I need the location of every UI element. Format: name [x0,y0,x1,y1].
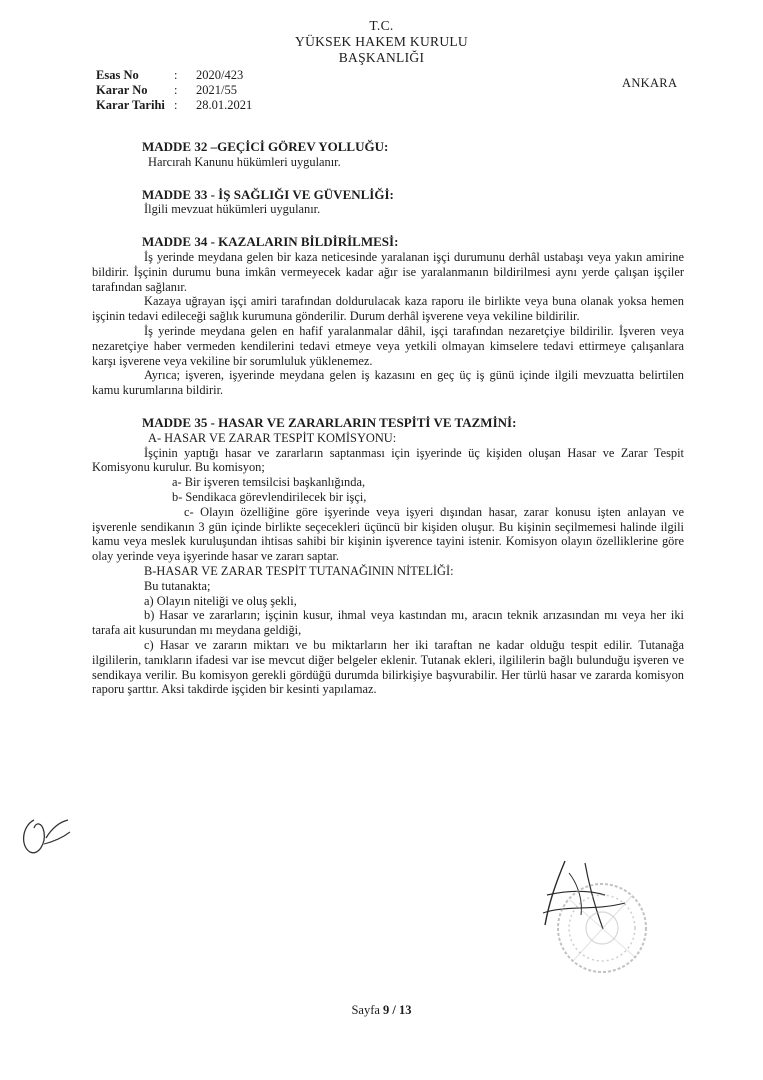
madde35-b-item-c: c) Hasar ve zararın miktarı ve bu miktarların her iki taraftan ne kadar olduğu tespit edilir. Tutanağa ilgililerin, tanıkların ifadesi var ise mevcut diğer belgeler eklenir. Tutanak ekleri, ilgililerin bağlı bulunduğu işveren ve sendikaya verilir. Bu komisyon gerekli gördüğü durumda bilirkişiye başvurabilir. Her türlü hasar ve zararda komisyon raporu şarttır. Aksi takdirde işçiden bir kesinti yapılamaz. [92,637,684,697]
handwritten-initial-icon [16,808,74,864]
document-header [0,18,763,66]
colon: : [174,68,178,82]
karar-row [96,83,252,98]
madde32-title: MADDE 32 –GEÇİCİ GÖREV YOLLUĞU: [142,139,389,154]
madde35-item-a: a- Bir işveren temsilcisi başkanlığında, [172,475,366,490]
madde35-pa: İşçinin yaptığı hasar ve zararların saptanması için işyerinde üç kişiden oluşan Hasar ve Zarar Tespit Komisyonu kurulur. Bu komisyon; [92,445,684,475]
madde35-pb: Bu tutanakta; [144,578,211,593]
header-department: BAŞKANLIĞI [338,50,425,65]
madde34-p4: Ayrıca; işveren, işyerinde meydana gelen iş kazasını en geç üç iş günü içinde ilgili mevzuatta belirtilen kamu kurumlarına bildirir. [92,368,684,398]
madde35-b-item-b: b) Hasar ve zararların; işçinin kusur, ihmal veya kastından mı, aracın teknik arızasından mı veya her iki tarafa ait kusurundan mı meydana geldiği, [92,608,684,638]
madde32-text: Harcırah Kanunu hükümleri uygulanır. [148,154,341,169]
madde35-b-item-a: a) Olayın niteliği ve oluş şekli, [144,593,297,608]
madde33-text: İlgili mevzuat hükümleri uygulanır. [144,202,321,217]
madde33-title: MADDE 33 - İŞ SAĞLIĞI VE GÜVENLİĞİ: [142,186,394,202]
header-institution: YÜKSEK HAKEM KURULU [295,34,468,49]
city-label: ANKARA [622,76,678,90]
karar-value: 2021/55 [196,83,237,97]
karar-label: Karar No [96,83,148,97]
colon: : [174,98,178,112]
official-seal-icon [540,870,670,980]
madde35-item-b: b- Sendikaca görevlendirilecek bir işçi, [172,489,367,504]
esas-value: 2020/423 [196,68,244,82]
page-label: Sayfa [351,1003,384,1017]
page-footer [0,1003,763,1018]
madde34-p2: Kazaya uğrayan işçi amiri tarafından doldurulacak kaza raporu ile birlikte veya buna olanak yoksa hemen işçinin tedavi edileceği sağlık kurumuna gönderilir. Durum derhâl işverene veya vekiline bildirilir. [92,294,684,324]
madde35-sub-a: A- HASAR VE ZARAR TESPİT KOMİSYONU: [148,430,397,445]
madde35-item-c: c- Olayın özelliğine göre işyerinde veya işyeri dışından hasar, zarar konusu işten anlayan ve işverenle sendikanın 3 gün içinde birlikte seçecekleri üçüncü bir kişiden oluşur. Bu kişinin seçilmemesi halinde ilgili kamu veya meslek kuruluşundan ihtisas sahibi bir kişinin işverence tayini istenir. Komisyon olayın özelliklerine göre olay yerinde veya işyerinde hasar ve zararı saptar. [92,504,684,564]
madde35-title: MADDE 35 - HASAR VE ZARARLARIN TESPİTİ VE TAZMİNİ: [142,414,517,430]
page-number: 9 / 13 [383,1003,412,1017]
madde35-sub-b: B-HASAR VE ZARAR TESPİT TUTANAĞININ NİTELİĞİ: [144,563,454,578]
esas-row [96,68,252,83]
header-tc: T.C. [369,18,394,33]
tarih-label: Karar Tarihi [96,98,165,112]
case-metadata [96,68,252,113]
madde34-title: MADDE 34 - KAZALARIN BİLDİRİLMESİ: [142,234,399,250]
madde34-p1: İş yerinde meydana gelen bir kaza neticesinde yaralanan işçi durumunu derhâl ustabaşı veya yakın amirine bildirir. İşçinin durumu buna imkân vermeyecek kadar ağır ise yaralanmanın bildirilmesi aynı yerde çalışan işçiler tarafından sağlanır. [92,249,684,294]
tarih-value: 28.01.2021 [196,98,253,112]
madde34-p3: İş yerinde meydana gelen en hafif yaralanmalar dâhil, işçi tarafından nezaretçiye bildirilir. İşveren veya nezaretçiye haber vermeden kendilerini tedavi etmeye veya yetkili olmayan kimselere tedavi ettirmeye çalışanlara karşı işverene veya vekiline bir sorumluluk yüklenemez. [92,323,684,368]
colon: : [174,83,178,97]
document-body [92,140,684,697]
tarih-row [96,98,252,113]
esas-label: Esas No [96,68,139,82]
